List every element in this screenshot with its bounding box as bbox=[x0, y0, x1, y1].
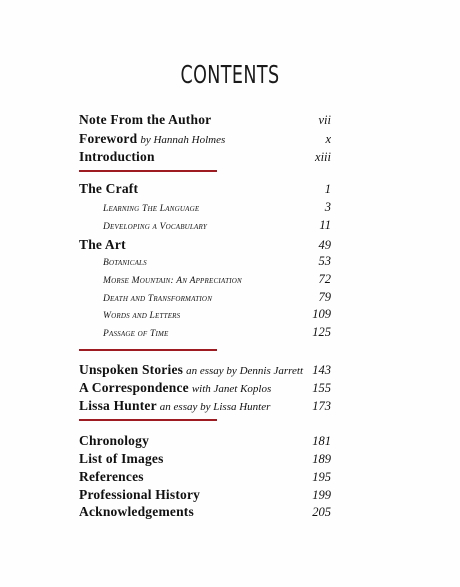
toc-entry-page: 143 bbox=[312, 363, 331, 377]
toc-entry-byline: an essay by Lissa Hunter bbox=[159, 401, 271, 413]
page-title: CONTENTS bbox=[180, 60, 280, 89]
toc-entry bbox=[79, 432, 331, 450]
toc-entry bbox=[79, 379, 331, 397]
toc-entry-label: A Correspondence bbox=[79, 380, 189, 395]
toc-entry-page: 125 bbox=[312, 325, 331, 339]
toc-entry-page: 11 bbox=[319, 218, 331, 232]
section-divider bbox=[79, 349, 217, 351]
toc-entry-label: Note From the Author bbox=[79, 112, 212, 127]
toc-entry bbox=[79, 503, 331, 521]
toc-entry bbox=[79, 180, 331, 198]
toc-subentry-label: Passage of Time bbox=[103, 329, 169, 339]
toc-subentry-label: Morse Mountain: An Appreciation bbox=[103, 276, 242, 286]
toc-entry bbox=[79, 361, 331, 379]
toc-entry-label: Foreword bbox=[79, 131, 138, 146]
toc-entry-label: Unspoken Stories bbox=[79, 362, 184, 377]
toc-entry-label: Lissa Hunter bbox=[79, 398, 157, 413]
toc-entry bbox=[79, 468, 331, 486]
section-divider bbox=[79, 419, 217, 421]
toc-entry bbox=[79, 486, 331, 504]
toc-subentry bbox=[103, 200, 331, 215]
toc-subentry bbox=[103, 290, 331, 305]
toc-entry-page: xiii bbox=[315, 150, 331, 164]
toc-subentry-label: Words and Letters bbox=[103, 311, 181, 321]
toc-subentry-label: Death and Transformation bbox=[103, 294, 213, 304]
toc-subentry-label: Learning The Language bbox=[103, 204, 200, 214]
section-divider bbox=[79, 170, 217, 172]
toc-entry bbox=[79, 111, 331, 129]
toc-entry-page: 109 bbox=[312, 307, 331, 321]
toc-entry-page: 3 bbox=[324, 200, 331, 214]
toc-entry-page: 205 bbox=[312, 505, 331, 519]
toc-entry-label: Acknowledgements bbox=[79, 504, 194, 519]
toc-entry bbox=[79, 148, 331, 166]
toc-subentry-label: Developing a Vocabulary bbox=[103, 222, 207, 232]
toc-entry-page: 72 bbox=[318, 272, 331, 286]
toc-entry bbox=[79, 397, 331, 415]
toc-entry-page: 189 bbox=[312, 452, 331, 466]
toc-entry-page: 181 bbox=[312, 434, 331, 448]
toc-subentry-label: Botanicals bbox=[103, 258, 147, 268]
toc-entry-label: Chronology bbox=[79, 433, 150, 448]
toc-entry-page: 173 bbox=[312, 399, 331, 413]
toc-entry-label: References bbox=[79, 469, 144, 484]
toc-entry-byline: with Janet Koplos bbox=[191, 383, 272, 395]
toc-entry bbox=[79, 130, 331, 148]
toc-entry-page: 155 bbox=[312, 381, 331, 395]
toc-entry-page: 1 bbox=[324, 182, 331, 196]
toc-subentry bbox=[103, 218, 331, 233]
toc-entry-label: Professional History bbox=[79, 487, 201, 502]
toc-entry-page: 79 bbox=[318, 290, 331, 304]
toc-entry bbox=[79, 236, 331, 254]
toc-entry bbox=[79, 450, 331, 468]
toc-subentry bbox=[103, 307, 331, 322]
toc-entry-page: 49 bbox=[318, 238, 331, 252]
toc-entry-byline: by Hannah Holmes bbox=[140, 134, 226, 146]
toc-subentry bbox=[103, 272, 331, 287]
toc-entry-byline: an essay by Dennis Jarrett bbox=[186, 365, 304, 377]
toc-entry-label: The Craft bbox=[79, 181, 139, 196]
toc-subentry bbox=[103, 325, 331, 340]
toc-entry-page: vii bbox=[318, 113, 331, 127]
toc-entry-page: x bbox=[325, 132, 331, 146]
toc-entry-label: Introduction bbox=[79, 149, 155, 164]
toc-entry-label: The Art bbox=[79, 237, 126, 252]
toc-entry-label: List of Images bbox=[79, 451, 164, 466]
toc-entry-page: 53 bbox=[318, 254, 331, 268]
toc-entry-page: 195 bbox=[312, 470, 331, 484]
toc-entry-page: 199 bbox=[312, 488, 331, 502]
toc-subentry bbox=[103, 254, 331, 269]
